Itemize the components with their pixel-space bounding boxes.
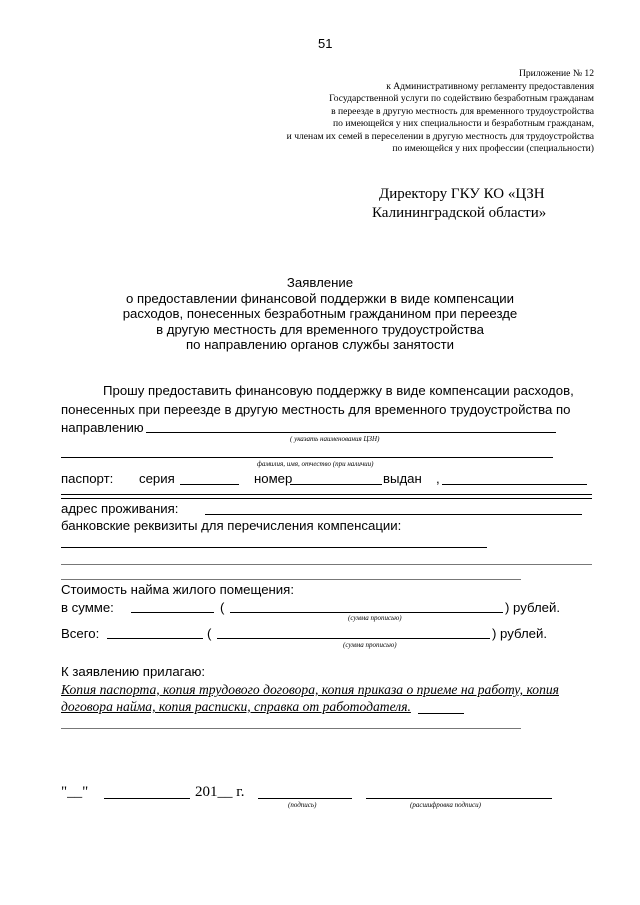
addressee-line-2: Калининградской области» [372, 205, 547, 221]
series-field[interactable] [180, 484, 239, 485]
attach-list-line-2: договора найма, копия расписки, справка от работодателя. [61, 699, 411, 714]
bank-details-field[interactable] [61, 564, 592, 565]
passport-extra-line [61, 494, 592, 495]
appendix-line: по имеющейся у них профессии (специальности) [392, 143, 594, 154]
total-digits-field[interactable] [107, 638, 203, 639]
statement-heading [0, 275, 640, 353]
page-number: 51 [318, 36, 333, 51]
appendix-header [287, 68, 594, 156]
request-paragraph-line-2: понесенных при переезде в другую местность для временного трудоустройства по [61, 402, 571, 417]
appendix-line: Государственной услуги по содействию безработным гражданам [329, 93, 594, 104]
appendix-title: Приложение № 12 [518, 68, 594, 79]
attach-label: К заявлению прилагаю: [61, 664, 206, 679]
bank-details-field[interactable] [61, 547, 487, 548]
total-words-hint: (сумма прописью) [343, 641, 397, 649]
bank-details-field[interactable] [61, 579, 521, 580]
signature-hint: (подпись) [288, 801, 317, 809]
statement-title: Заявление [286, 275, 354, 290]
addressee-line-1: Директору ГКУ КО «ЦЗН [379, 186, 545, 202]
request-paragraph-line-1: Прошу предоставить финансовую поддержку в виде компенсации расходов, [103, 383, 574, 398]
appendix-line: по имеющейся у них специальности и безработным гражданам, [333, 118, 594, 129]
passport-extra-line [61, 498, 592, 499]
sum-rubles: ) рублей. [505, 600, 561, 615]
czn-hint: ( указать наименования ЦЗН) [290, 435, 380, 443]
bank-details-label: банковские реквизиты для перечисления компенсации: [61, 518, 402, 533]
number-label: номер [254, 471, 293, 486]
sum-digits-field[interactable] [131, 612, 214, 613]
total-open-paren: ( [207, 626, 212, 641]
sum-open-paren: ( [220, 600, 225, 615]
issued-label: выдан [383, 471, 422, 486]
address-field[interactable] [205, 514, 582, 515]
fio-field[interactable] [61, 457, 553, 458]
attach-extra-field[interactable] [418, 713, 464, 714]
czn-name-field[interactable] [146, 432, 556, 433]
statement-line: о предоставлении финансовой поддержки в виде компенсации [125, 290, 515, 306]
total-rubles: ) рублей. [492, 626, 548, 641]
signature-decoding-hint: (расшифровка подписи) [410, 801, 481, 809]
appendix-line: в переезде в другую местность для временного трудоустройства [331, 105, 594, 117]
rent-cost-label: Стоимость найма жилого помещения: [61, 582, 294, 597]
direction-label: направлению [61, 420, 144, 435]
total-words-field[interactable] [217, 638, 490, 639]
attach-extra-line[interactable] [61, 728, 521, 729]
sum-label: в сумме: [61, 600, 114, 615]
statement-line: по направлению органов службы занятости [185, 337, 455, 353]
signature-field[interactable] [258, 798, 352, 799]
date-day: "__" [61, 784, 89, 800]
fio-hint: фамилия, имя, отчество (при наличии) [257, 460, 374, 468]
appendix-line: и членам их семей в переселении в другую местность для трудоустройства [286, 130, 594, 142]
sum-words-field[interactable] [230, 612, 503, 613]
appendix-line: к Административному регламенту предоставления [386, 80, 594, 92]
attach-list-line-1: Копия паспорта, копия трудового договора, копия приказа о приеме на работу, копия [61, 682, 559, 697]
statement-line: в другую местность для временного трудоустройства [156, 321, 484, 337]
sum-words-hint: (сумма прописью) [348, 614, 402, 622]
issued-comma: , [436, 471, 440, 486]
signature-decoding-field[interactable] [366, 798, 552, 799]
date-month-field[interactable] [104, 798, 190, 799]
statement-line: расходов, понесенных безработным гражданином при переезде [122, 306, 518, 322]
date-year: 201__ г. [195, 784, 245, 800]
number-field[interactable] [290, 484, 382, 485]
passport-label: паспорт: [61, 471, 114, 486]
series-label: серия [139, 471, 175, 486]
total-label: Всего: [61, 626, 100, 641]
address-label: адрес проживания: [61, 501, 179, 516]
issued-field[interactable] [442, 484, 587, 485]
